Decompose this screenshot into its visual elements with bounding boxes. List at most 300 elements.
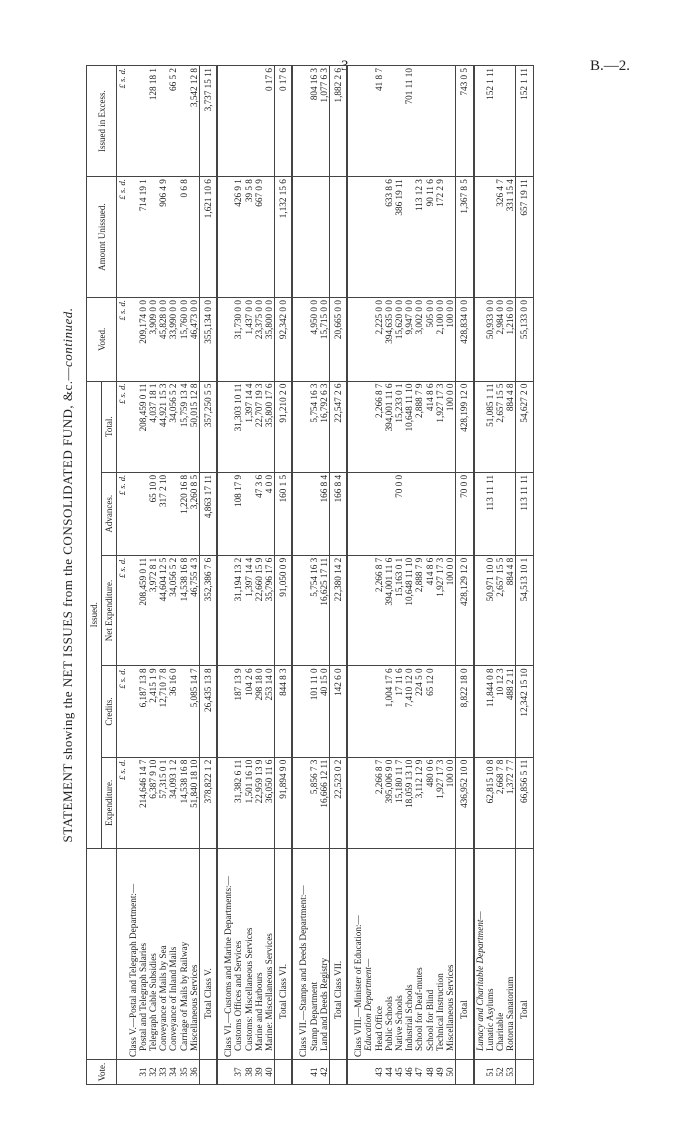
- cell-issued-in-excess: 128 18 1: [148, 66, 158, 177]
- cell-credits: [435, 666, 445, 757]
- cell-credits: 40 15 0: [319, 666, 330, 757]
- cell-credits: 6,187 13 8: [138, 666, 148, 757]
- vote-number: [275, 1060, 293, 1085]
- cell-expenditure: [298, 757, 308, 848]
- cell-issued-in-excess: 701 11 10: [404, 66, 414, 177]
- cell-issued-in-excess: [353, 66, 363, 177]
- cell-credits: 101 11 0: [309, 666, 319, 757]
- units-voted: £ s. d.: [117, 298, 128, 381]
- cell-voted: 35,800 0 0: [264, 298, 275, 381]
- cell-voted: 2,100 0 0: [435, 298, 445, 381]
- cell-total: 15,759 13 4: [179, 381, 189, 472]
- credits-header: Credits.: [102, 666, 117, 757]
- cell-total: 2,266 8 7: [374, 381, 384, 472]
- cell-credits: 2,415 1 9: [148, 666, 158, 757]
- cell-amount-unissued: 657 19 11: [516, 177, 533, 298]
- table-row: [148, 66, 158, 1085]
- cell-total: 4,037 18 1: [148, 381, 158, 472]
- vote-number: 42: [319, 1060, 330, 1085]
- cell-advances: [505, 472, 516, 555]
- row-description: Charitable: [495, 849, 505, 1060]
- row-description: Native Schools: [394, 849, 404, 1060]
- cell-credits: 11,844 0 8: [485, 666, 495, 757]
- cell-net-expenditure: 22,660 15 9: [254, 555, 264, 666]
- cell-expenditure: 1,501 16 10: [244, 757, 254, 848]
- cell-credits: 17 11 6: [394, 666, 404, 757]
- cell-amount-unissued: [128, 177, 138, 298]
- units-total: £ s. d.: [117, 381, 128, 472]
- vote-number: 50: [445, 1060, 456, 1085]
- statement-title: [60, 65, 76, 1085]
- row-description: Customs: Miscellaneous Services: [244, 849, 254, 1060]
- table-row: [233, 66, 243, 1085]
- cell-advances: [363, 472, 373, 555]
- table-row: [394, 66, 404, 1085]
- cell-advances: [474, 472, 485, 555]
- cell-net-expenditure: 3,972 8 1: [148, 555, 158, 666]
- cell-issued-in-excess: [128, 66, 138, 177]
- cell-credits: 8,822 18 0: [456, 666, 474, 757]
- cell-total: 51,085 1 11: [485, 381, 495, 472]
- cell-expenditure: 2,668 7 8: [495, 757, 505, 848]
- cell-advances: [384, 472, 394, 555]
- cell-expenditure: 22,959 13 9: [254, 757, 264, 848]
- issued-header: Issued.: [87, 381, 102, 848]
- vote-header: Vote.: [87, 1060, 117, 1085]
- units-row: [117, 66, 128, 1085]
- cell-total: [363, 381, 373, 472]
- cell-credits: 26,435 13 8: [200, 666, 218, 757]
- vote-number: [200, 1060, 218, 1085]
- description-header: [87, 849, 117, 1060]
- vote-number: [353, 1060, 363, 1085]
- net-issues-table: [86, 65, 534, 1085]
- cell-advances: [414, 472, 424, 555]
- row-description: Lunacy and Charitable Department—: [474, 849, 485, 1060]
- cell-expenditure: 395,006 9 0: [384, 757, 394, 848]
- cell-amount-unissued: 633 8 6: [384, 177, 394, 298]
- cell-net-expenditure: 1,397 14 4: [244, 555, 254, 666]
- cell-credits: 7,410 12 0: [404, 666, 414, 757]
- cell-credits: [298, 666, 308, 757]
- cell-credits: [374, 666, 384, 757]
- units-net: £ s. d.: [117, 555, 128, 666]
- table-row: [309, 66, 319, 1085]
- table-row: [244, 66, 254, 1085]
- vote-number: [474, 1060, 485, 1085]
- cell-credits: 10 12 3: [495, 666, 505, 757]
- row-description: Telegraph Cable Subsidies: [148, 849, 158, 1060]
- cell-net-expenditure: 16,625 17 11: [319, 555, 330, 666]
- cell-voted: 428,834 0 0: [456, 298, 474, 381]
- total-row: [275, 66, 293, 1085]
- rotated-statement: [60, 65, 700, 1085]
- cell-credits: 12,710 7 8: [158, 666, 168, 757]
- cell-issued-in-excess: 66 5 2: [168, 66, 178, 177]
- cell-issued-in-excess: 743 0 5: [456, 66, 474, 177]
- table-row: [168, 66, 178, 1085]
- cell-total: 54,627 2 0: [516, 381, 533, 472]
- vote-number: 37: [233, 1060, 243, 1085]
- cell-amount-unissued: [189, 177, 200, 298]
- cell-amount-unissued: 1,621 10 6: [200, 177, 218, 298]
- cell-voted: 31,730 0 0: [233, 298, 243, 381]
- row-description: School for Blind: [425, 849, 435, 1060]
- cell-voted: 92,342 0 0: [275, 298, 293, 381]
- cell-issued-in-excess: 1,882 2 6: [330, 66, 348, 177]
- cell-voted: 209,174 0 0: [138, 298, 148, 381]
- cell-issued-in-excess: 0 17 6: [275, 66, 293, 177]
- row-description: Class VIII.—Minister of Education:—: [353, 849, 363, 1060]
- vote-number: [363, 1060, 373, 1085]
- cell-issued-in-excess: [254, 66, 264, 177]
- cell-issued-in-excess: [298, 66, 308, 177]
- cell-credits: 1,004 17 6: [384, 666, 394, 757]
- cell-total: 35,800 17 6: [264, 381, 275, 472]
- cell-expenditure: 51,840 18 10: [189, 757, 200, 848]
- cell-voted: 15,715 0 0: [319, 298, 330, 381]
- cell-amount-unissued: [298, 177, 308, 298]
- cell-advances: 166 8 4: [319, 472, 330, 555]
- cell-advances: 166 8 4: [330, 472, 348, 555]
- cell-expenditure: 5,856 7 3: [309, 757, 319, 848]
- row-description: Total Class VII.: [330, 849, 348, 1060]
- table-row: [158, 66, 168, 1085]
- vote-number: 32: [148, 1060, 158, 1085]
- cell-advances: 160 1 5: [275, 472, 293, 555]
- row-description: Total: [516, 849, 533, 1060]
- cell-expenditure: 378,822 1 2: [200, 757, 218, 848]
- cell-voted: 100 0 0: [445, 298, 456, 381]
- cell-expenditure: 34,093 1 2: [168, 757, 178, 848]
- net-expenditure-header: Net Expenditure.: [102, 555, 117, 666]
- cell-total: 31,303 10 11: [233, 381, 243, 472]
- row-description: Land and Deeds Registry: [319, 849, 330, 1060]
- cell-voted: 3,002 0 0: [414, 298, 424, 381]
- cell-amount-unissued: 172 2 9: [435, 177, 445, 298]
- cell-advances: 317 2 10: [158, 472, 168, 555]
- total-row: [456, 66, 474, 1085]
- cell-total: 2,888 7 9: [414, 381, 424, 472]
- cell-total: 1,927 17 3: [435, 381, 445, 472]
- cell-net-expenditure: [474, 555, 485, 666]
- cell-net-expenditure: 352,386 7 6: [200, 555, 218, 666]
- cell-credits: 65 12 0: [425, 666, 435, 757]
- cell-issued-in-excess: 1,077 6 3: [319, 66, 330, 177]
- row-description: Conveyance of Inland Mails: [168, 849, 178, 1060]
- cell-expenditure: 480 0 6: [425, 757, 435, 848]
- cell-net-expenditure: 2,888 7 9: [414, 555, 424, 666]
- vote-number: 46: [404, 1060, 414, 1085]
- cell-amount-unissued: 667 0 9: [254, 177, 264, 298]
- table-row: [505, 66, 516, 1085]
- cell-net-expenditure: 100 0 0: [445, 555, 456, 666]
- row-description: Public Schools: [384, 849, 394, 1060]
- vote-number: [298, 1060, 308, 1085]
- cell-issued-in-excess: 41 8 7: [374, 66, 384, 177]
- table-row: [445, 66, 456, 1085]
- cell-advances: [128, 472, 138, 555]
- cell-issued-in-excess: [394, 66, 404, 177]
- cell-amount-unissued: [223, 177, 233, 298]
- cell-net-expenditure: 2,266 8 7: [374, 555, 384, 666]
- cell-net-expenditure: 46,755 4 3: [189, 555, 200, 666]
- cell-total: 44,921 15 3: [158, 381, 168, 472]
- cell-voted: 394,635 0 0: [384, 298, 394, 381]
- cell-expenditure: 214,646 14 7: [138, 757, 148, 848]
- row-description: Marine: Miscellaneous Services: [264, 849, 275, 1060]
- cell-net-expenditure: 35,796 17 6: [264, 555, 275, 666]
- cell-credits: 253 14 0: [264, 666, 275, 757]
- cell-amount-unissued: 386 19 11: [394, 177, 404, 298]
- row-description: Marine and Harbours: [254, 849, 264, 1060]
- cell-issued-in-excess: 152 1 11: [485, 66, 495, 177]
- cell-total: 15,233 0 1: [394, 381, 404, 472]
- cell-credits: 298 18 0: [254, 666, 264, 757]
- document-reference: B.—2.: [590, 58, 631, 74]
- table-row: [485, 66, 495, 1085]
- cell-amount-unissued: 714 19 1: [138, 177, 148, 298]
- cell-issued-in-excess: [384, 66, 394, 177]
- vote-number: [223, 1060, 233, 1085]
- cell-credits: 36 16 0: [168, 666, 178, 757]
- cell-total: [223, 381, 233, 472]
- cell-advances: [435, 472, 445, 555]
- cell-amount-unissued: 1,367 8 5: [456, 177, 474, 298]
- cell-issued-in-excess: [495, 66, 505, 177]
- statement-title-continued: continued.: [60, 307, 75, 368]
- cell-issued-in-excess: 0 17 6: [264, 66, 275, 177]
- table-row: [189, 66, 200, 1085]
- cell-advances: [138, 472, 148, 555]
- cell-net-expenditure: 2,657 15 5: [495, 555, 505, 666]
- units-excess: £ s. d.: [117, 66, 128, 177]
- cell-issued-in-excess: [474, 66, 485, 177]
- cell-net-expenditure: 394,001 11 6: [384, 555, 394, 666]
- cell-voted: 33,990 0 0: [168, 298, 178, 381]
- cell-total: 16,792 6 3: [319, 381, 330, 472]
- cell-expenditure: 2,266 8 7: [374, 757, 384, 848]
- cell-voted: 355,134 0 0: [200, 298, 218, 381]
- cell-amount-unissued: 331 15 4: [505, 177, 516, 298]
- table-row: [495, 66, 505, 1085]
- vote-number: 38: [244, 1060, 254, 1085]
- cell-amount-unissued: [168, 177, 178, 298]
- cell-amount-unissued: 906 4 9: [158, 177, 168, 298]
- row-description: Conveyance of Mails by Sea: [158, 849, 168, 1060]
- vote-number: 39: [254, 1060, 264, 1085]
- vote-number: 40: [264, 1060, 275, 1085]
- vote-number: [128, 1060, 138, 1085]
- cell-issued-in-excess: [435, 66, 445, 177]
- cell-net-expenditure: 91,050 0 9: [275, 555, 293, 666]
- row-description: Carriage of Mails by Railway: [179, 849, 189, 1060]
- cell-issued-in-excess: 152 1 11: [516, 66, 533, 177]
- cell-credits: 104 2 6: [244, 666, 254, 757]
- cell-credits: 12,342 15 10: [516, 666, 533, 757]
- cell-voted: [298, 298, 308, 381]
- cell-total: 208,459 0 11: [138, 381, 148, 472]
- cell-advances: 113 11 11: [485, 472, 495, 555]
- vote-number: 47: [414, 1060, 424, 1085]
- table-row: [254, 66, 264, 1085]
- cell-advances: [425, 472, 435, 555]
- cell-expenditure: 100 0 0: [445, 757, 456, 848]
- row-description: Total Class VI.: [275, 849, 293, 1060]
- cell-net-expenditure: [223, 555, 233, 666]
- cell-voted: 2,984 0 0: [495, 298, 505, 381]
- cell-voted: [353, 298, 363, 381]
- cell-issued-in-excess: [244, 66, 254, 177]
- cell-voted: 15,760 0 0: [179, 298, 189, 381]
- vote-number: 44: [384, 1060, 394, 1085]
- cell-amount-unissued: 39 5 8: [244, 177, 254, 298]
- cell-net-expenditure: 5,754 16 3: [309, 555, 319, 666]
- cell-voted: 3,909 0 0: [148, 298, 158, 381]
- cell-issued-in-excess: 3,542 12 8: [189, 66, 200, 177]
- cell-total: 5,754 16 3: [309, 381, 319, 472]
- vote-number: [516, 1060, 533, 1085]
- cell-issued-in-excess: [505, 66, 516, 177]
- cell-expenditure: 18,059 13 10: [404, 757, 414, 848]
- cell-net-expenditure: 428,129 12 0: [456, 555, 474, 666]
- vote-number: 36: [189, 1060, 200, 1085]
- cell-expenditure: 16,666 12 11: [319, 757, 330, 848]
- cell-voted: 505 0 0: [425, 298, 435, 381]
- cell-net-expenditure: [128, 555, 138, 666]
- cell-voted: [128, 298, 138, 381]
- cell-expenditure: 22,523 0 2: [330, 757, 348, 848]
- row-description: Head Office: [374, 849, 384, 1060]
- vote-number: [330, 1060, 348, 1085]
- cell-advances: [404, 472, 414, 555]
- table-row: [179, 66, 189, 1085]
- cell-voted: 46,473 0 0: [189, 298, 200, 381]
- cell-expenditure: 6,387 9 10: [148, 757, 158, 848]
- cell-credits: [363, 666, 373, 757]
- cell-amount-unissued: [309, 177, 319, 298]
- cell-voted: 20,665 0 0: [330, 298, 348, 381]
- cell-net-expenditure: 22,380 14 2: [330, 555, 348, 666]
- table-row: [384, 66, 394, 1085]
- cell-issued-in-excess: [414, 66, 424, 177]
- vote-number: 48: [425, 1060, 435, 1085]
- cell-voted: [363, 298, 373, 381]
- table-row: [425, 66, 435, 1085]
- cell-amount-unissued: [485, 177, 495, 298]
- class-heading-row: [353, 66, 363, 1085]
- class-heading-row: [128, 66, 138, 1085]
- class-heading-row: [298, 66, 308, 1085]
- cell-credits: [128, 666, 138, 757]
- cell-expenditure: [223, 757, 233, 848]
- row-description: Lunatic Asylums: [485, 849, 495, 1060]
- cell-advances: [298, 472, 308, 555]
- cell-advances: 108 17 9: [233, 472, 243, 555]
- cell-net-expenditure: 208,459 0 11: [138, 555, 148, 666]
- cell-amount-unissued: [404, 177, 414, 298]
- cell-expenditure: 31,382 6 11: [233, 757, 243, 848]
- cell-total: 50,015 12 8: [189, 381, 200, 472]
- cell-voted: [223, 298, 233, 381]
- cell-issued-in-excess: 804 16 3: [309, 66, 319, 177]
- cell-credits: [474, 666, 485, 757]
- cell-amount-unissued: [474, 177, 485, 298]
- cell-expenditure: 3,112 12 9: [414, 757, 424, 848]
- row-description: Stamp Department: [309, 849, 319, 1060]
- cell-credits: [179, 666, 189, 757]
- cell-net-expenditure: 414 8 6: [425, 555, 435, 666]
- cell-issued-in-excess: [425, 66, 435, 177]
- cell-issued-in-excess: [179, 66, 189, 177]
- cell-advances: [223, 472, 233, 555]
- vote-number: 52: [495, 1060, 505, 1085]
- vote-number: 43: [374, 1060, 384, 1085]
- issued-in-excess-header: Issued in Excess.: [87, 66, 117, 177]
- cell-net-expenditure: 1,927 17 3: [435, 555, 445, 666]
- table-row: [264, 66, 275, 1085]
- cell-advances: [244, 472, 254, 555]
- cell-credits: 142 6 0: [330, 666, 348, 757]
- cell-expenditure: [474, 757, 485, 848]
- total-row: [516, 66, 533, 1085]
- units-advances: £ s. d.: [117, 472, 128, 555]
- cell-expenditure: 91,894 9 0: [275, 757, 293, 848]
- cell-advances: [445, 472, 456, 555]
- cell-credits: 187 13 9: [233, 666, 243, 757]
- cell-expenditure: 66,856 5 11: [516, 757, 533, 848]
- cell-total: 428,199 12 0: [456, 381, 474, 472]
- cell-advances: 65 10 0: [148, 472, 158, 555]
- row-description: Postal and Telegraph Salaries: [138, 849, 148, 1060]
- cell-voted: 50,933 0 0: [485, 298, 495, 381]
- cell-issued-in-excess: [363, 66, 373, 177]
- cell-total: 394,001 11 6: [384, 381, 394, 472]
- cell-credits: [223, 666, 233, 757]
- cell-credits: 224 5 0: [414, 666, 424, 757]
- sub-heading-row: [474, 66, 485, 1085]
- total-header: Total.: [102, 381, 117, 472]
- cell-amount-unissued: 113 12 3: [414, 177, 424, 298]
- cell-net-expenditure: 14,538 16 8: [179, 555, 189, 666]
- cell-net-expenditure: 10,648 11 10: [404, 555, 414, 666]
- cell-issued-in-excess: 3,737 15 11: [200, 66, 218, 177]
- cell-advances: [495, 472, 505, 555]
- cell-advances: 3,260 8 5: [189, 472, 200, 555]
- cell-voted: 45,828 0 0: [158, 298, 168, 381]
- cell-voted: 55,133 0 0: [516, 298, 533, 381]
- cell-advances: 70 0 0: [456, 472, 474, 555]
- row-description: Class VI.—Customs and Marine Departments:—: [223, 849, 233, 1060]
- cell-total: 884 4 8: [505, 381, 516, 472]
- table-row: [414, 66, 424, 1085]
- cell-voted: 1,437 0 0: [244, 298, 254, 381]
- units-credits: £ s. d.: [117, 666, 128, 757]
- cell-total: 414 8 6: [425, 381, 435, 472]
- vote-number: 49: [435, 1060, 445, 1085]
- cell-total: 100 0 0: [445, 381, 456, 472]
- cell-expenditure: 14,538 16 8: [179, 757, 189, 848]
- cell-expenditure: [363, 757, 373, 848]
- cell-advances: [374, 472, 384, 555]
- cell-expenditure: 36,050 11 6: [264, 757, 275, 848]
- cell-expenditure: 1,927 17 3: [435, 757, 445, 848]
- total-row: [330, 66, 348, 1085]
- cell-total: [128, 381, 138, 472]
- cell-amount-unissued: [353, 177, 363, 298]
- row-description: Education Department—: [363, 849, 373, 1060]
- table-body: [117, 66, 533, 1085]
